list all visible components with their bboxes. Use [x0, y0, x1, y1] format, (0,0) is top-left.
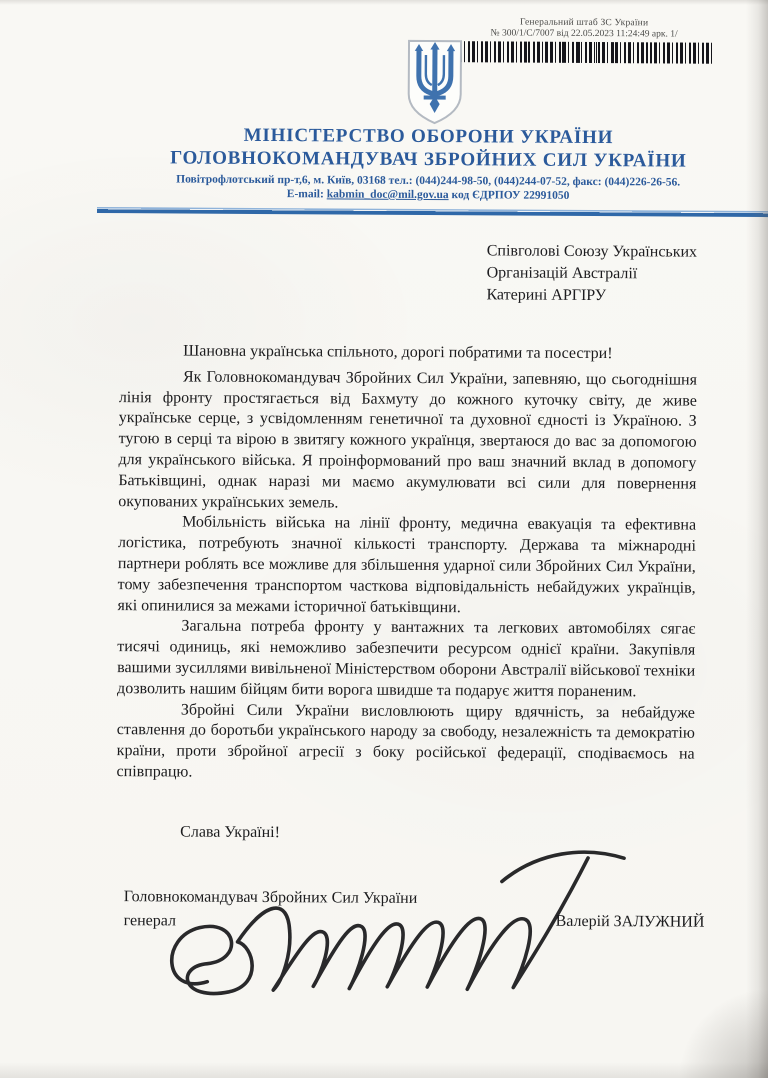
- commander-title: ГОЛОВНОКОМАНДУВАЧ ЗБРОЙНИХ СИЛ УКРАЇНИ: [170, 147, 687, 172]
- signer-name: Валерій ЗАЛУЖНИЙ: [555, 912, 705, 931]
- scan-edge-bottom: [0, 1062, 768, 1078]
- email-address: kabmin_doc@mil.gov.ua: [326, 188, 449, 202]
- paragraph: Загальна потреба фронту у вантажних та легкових автомобілях сягає тисячі одиниць, які неможливо забезпечити ресурсом однієї країни. Закупівля вашими зусиллями вивільненої Міністерством оборони Австралії військової техніки дозволить нашим бійцям бити ворога швидше та подарує життя пораненим.: [117, 617, 696, 701]
- recipient-line: Катерині АРГІРУ: [486, 286, 607, 305]
- edrpou-code: код ЄДРПОУ 22991050: [451, 189, 570, 202]
- recipient-block: [486, 240, 736, 308]
- barcode: [455, 41, 713, 64]
- scan-edge-right: [746, 0, 768, 1078]
- paragraph: Збройні Сили України висловлюють щиру вдячність, за небайдуже ставлення до боротьби українського народу за свободу, незалежність та демократію країни, проти збройної агресії з боку російської федерації, сподіваємось на співпрацю.: [116, 701, 695, 781]
- trident-emblem-icon: [391, 38, 480, 127]
- email-label: E-mail:: [286, 188, 324, 201]
- address-line: Повітрофлотський пр-т,6, м. Київ, 03168 тел.: (044)244-98-50, (044)244-07-52, факс: (044)226-26-56.: [176, 173, 681, 189]
- paragraph: Як Головнокомандувач Збройних Сил України, запевняю, що сьогоднішня лінія фронту простягається від Бахмуту до кожного куточку світу, де живе українське серце, з усвідомленням генетичної та духовної єдності із Україною. З тугою в серці та вірою в звитягу кожного українця, звертаюся до вас за допомогою для українського війська. Я проінформований про ваш значний вклад в допомогу Батьківщині, однак наразі ми маємо акумулювати всі сили для повернення окупованих українських земель.: [118, 368, 698, 512]
- scan-corner-shadow: [678, 988, 768, 1078]
- letterhead-divider-rule: [97, 207, 768, 217]
- signer-rank: генерал: [123, 912, 177, 930]
- stamp-number-line: № 300/1/С/7007 від 22.05.2023 11:24:49 арк. 1/: [490, 28, 678, 40]
- letter-body: [117, 341, 698, 786]
- salutation: Шановна українська спільното, дорогі побратими та посестри!: [183, 342, 613, 363]
- recipient-line: Організацій Австралії: [486, 264, 638, 283]
- paragraph: Мобільність війська на лінії фронту, медична евакуація та ефективна логістика, потребують значної кількості транспорту. Держава та міжнародні партнери роблять все можливе для збільшення ударної сили Збройних Сил України, тому забезпечення транспортом часткова відповідальність небайдужих українців, які опинилися за межами історичної батьківщини.: [117, 513, 697, 616]
- signer-position: Головнокомандувач Збройних Сил України: [123, 888, 418, 907]
- scan-edge-top: [0, 0, 768, 5]
- letterhead: [88, 123, 768, 204]
- recipient-line: Співголові Союзу Українських: [486, 242, 698, 261]
- handwritten-signature: [145, 833, 656, 1008]
- stamp-office-line: Генеральний штаб ЗС України: [520, 17, 649, 29]
- ministry-title: МІНІСТЕРСТВО ОБОРОНИ УКРАЇНИ: [243, 124, 614, 149]
- closing-slogan: Слава Україні!: [180, 823, 281, 842]
